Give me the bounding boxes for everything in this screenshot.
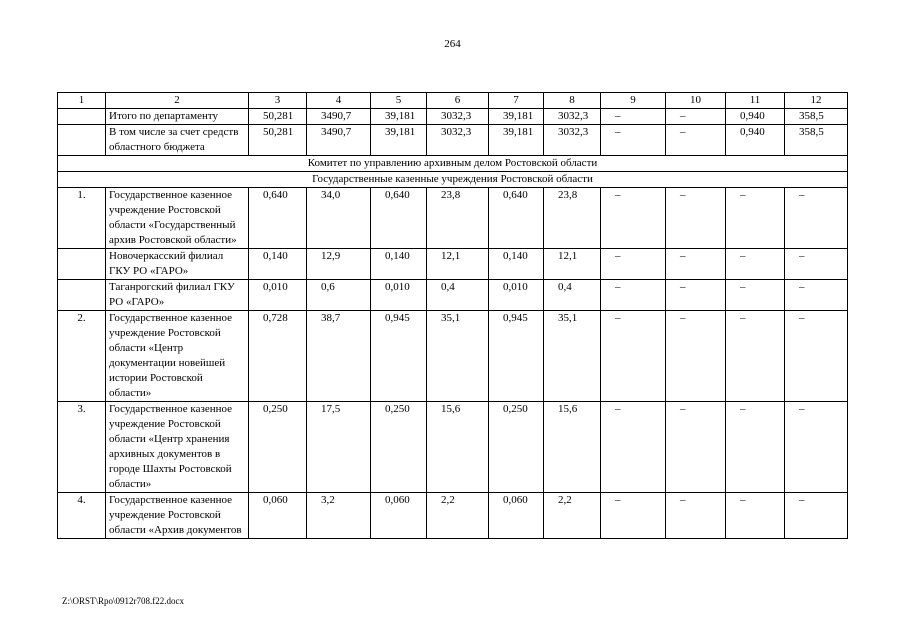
- column-number-cell: 4: [307, 93, 371, 109]
- value-cell: 2,2: [544, 493, 601, 539]
- section-title-row: [58, 156, 848, 172]
- row-number-cell: [58, 280, 106, 311]
- value-cell: 0,4: [544, 280, 601, 311]
- table-row: [58, 493, 848, 539]
- table-body: [58, 93, 848, 539]
- value-cell: 0,250: [489, 402, 544, 493]
- data-table: [57, 92, 848, 539]
- value-cell: –: [726, 188, 785, 249]
- row-number-cell: 1.: [58, 188, 106, 249]
- row-number-cell: [58, 109, 106, 125]
- value-cell: 0,010: [371, 280, 427, 311]
- value-cell: 358,5: [785, 125, 848, 156]
- value-cell: –: [601, 109, 666, 125]
- column-number-cell: 3: [249, 93, 307, 109]
- value-cell: 3032,3: [544, 125, 601, 156]
- table-row: [58, 402, 848, 493]
- value-cell: 12,9: [307, 249, 371, 280]
- value-cell: 50,281: [249, 125, 307, 156]
- value-cell: –: [726, 493, 785, 539]
- value-cell: 17,5: [307, 402, 371, 493]
- column-number-cell: 5: [371, 93, 427, 109]
- value-cell: –: [601, 402, 666, 493]
- value-cell: 358,5: [785, 109, 848, 125]
- value-cell: 2,2: [427, 493, 489, 539]
- column-number-cell: 11: [726, 93, 785, 109]
- column-number-cell: 2: [106, 93, 249, 109]
- value-cell: –: [666, 125, 726, 156]
- value-cell: –: [785, 493, 848, 539]
- value-cell: –: [601, 311, 666, 402]
- value-cell: –: [666, 402, 726, 493]
- value-cell: 0,010: [249, 280, 307, 311]
- value-cell: 0,250: [249, 402, 307, 493]
- value-cell: 39,181: [489, 125, 544, 156]
- value-cell: –: [666, 280, 726, 311]
- value-cell: –: [601, 249, 666, 280]
- institution-name-cell: Государственное казенное учреждение Ростовской области «Архив документов: [106, 493, 249, 539]
- value-cell: 0,140: [371, 249, 427, 280]
- table-row: [58, 311, 848, 402]
- section-title-row-cell: Комитет по управлению архивным делом Ростовской области: [58, 156, 848, 172]
- value-cell: 3490,7: [307, 109, 371, 125]
- value-cell: 39,181: [371, 125, 427, 156]
- institution-name-cell: Государственное казенное учреждение Ростовской области «Государственный архив Ростовской области»: [106, 188, 249, 249]
- value-cell: –: [785, 249, 848, 280]
- value-cell: 0,140: [249, 249, 307, 280]
- value-cell: –: [666, 311, 726, 402]
- value-cell: 3032,3: [427, 125, 489, 156]
- value-cell: –: [601, 493, 666, 539]
- value-cell: –: [666, 188, 726, 249]
- row-number-cell: 3.: [58, 402, 106, 493]
- value-cell: –: [726, 402, 785, 493]
- value-cell: 0,6: [307, 280, 371, 311]
- value-cell: 0,140: [489, 249, 544, 280]
- value-cell: –: [785, 188, 848, 249]
- value-cell: –: [726, 311, 785, 402]
- column-number-cell: 7: [489, 93, 544, 109]
- value-cell: 0,940: [726, 125, 785, 156]
- value-cell: 0,640: [371, 188, 427, 249]
- value-cell: 0,728: [249, 311, 307, 402]
- value-cell: 3032,3: [544, 109, 601, 125]
- row-number-cell: [58, 249, 106, 280]
- value-cell: –: [601, 280, 666, 311]
- value-cell: –: [785, 280, 848, 311]
- value-cell: 35,1: [427, 311, 489, 402]
- value-cell: 12,1: [544, 249, 601, 280]
- row-number-cell: 4.: [58, 493, 106, 539]
- value-cell: 3490,7: [307, 125, 371, 156]
- value-cell: 12,1: [427, 249, 489, 280]
- value-cell: –: [601, 125, 666, 156]
- table-row: [58, 188, 848, 249]
- value-cell: –: [666, 249, 726, 280]
- value-cell: 38,7: [307, 311, 371, 402]
- value-cell: 0,4: [427, 280, 489, 311]
- value-cell: 3,2: [307, 493, 371, 539]
- value-cell: 39,181: [371, 109, 427, 125]
- column-number-cell: 10: [666, 93, 726, 109]
- value-cell: –: [785, 402, 848, 493]
- value-cell: 15,6: [544, 402, 601, 493]
- column-number-cell: 8: [544, 93, 601, 109]
- table-row: [58, 125, 848, 156]
- value-cell: 0,945: [371, 311, 427, 402]
- value-cell: –: [726, 249, 785, 280]
- value-cell: 15,6: [427, 402, 489, 493]
- value-cell: 0,060: [489, 493, 544, 539]
- value-cell: 0,640: [249, 188, 307, 249]
- institution-name-cell: Государственное казенное учреждение Ростовской области «Центр хранения архивных документов в городе Шахты Ростовской области»: [106, 402, 249, 493]
- table-row: [58, 109, 848, 125]
- value-cell: 23,8: [427, 188, 489, 249]
- institution-name-cell: Новочеркасский филиал ГКУ РО «ГАРО»: [106, 249, 249, 280]
- value-cell: 35,1: [544, 311, 601, 402]
- institution-name-cell: Итого по департаменту: [106, 109, 249, 125]
- value-cell: 0,010: [489, 280, 544, 311]
- value-cell: 23,8: [544, 188, 601, 249]
- file-path-footer: Z:\ORST\Rpo\0912r708.f22.docx: [62, 596, 184, 606]
- column-number-cell: 9: [601, 93, 666, 109]
- value-cell: –: [666, 109, 726, 125]
- column-number-cell: 12: [785, 93, 848, 109]
- value-cell: 0,640: [489, 188, 544, 249]
- value-cell: –: [601, 188, 666, 249]
- page-number: 264: [444, 38, 461, 50]
- table-row: [58, 249, 848, 280]
- subsection-title-row: [58, 172, 848, 188]
- column-number-cell: 1: [58, 93, 106, 109]
- value-cell: 50,281: [249, 109, 307, 125]
- value-cell: 0,945: [489, 311, 544, 402]
- value-cell: 0,060: [371, 493, 427, 539]
- subsection-title-row-cell: Государственные казенные учреждения Ростовской области: [58, 172, 848, 188]
- institution-name-cell: В том числе за счет средств областного бюджета: [106, 125, 249, 156]
- institution-name-cell: Таганрогский филиал ГКУ РО «ГАРО»: [106, 280, 249, 311]
- value-cell: 0,250: [371, 402, 427, 493]
- row-number-cell: 2.: [58, 311, 106, 402]
- value-cell: 0,940: [726, 109, 785, 125]
- value-cell: 3032,3: [427, 109, 489, 125]
- value-cell: –: [785, 311, 848, 402]
- value-cell: –: [726, 280, 785, 311]
- value-cell: 0,060: [249, 493, 307, 539]
- value-cell: 39,181: [489, 109, 544, 125]
- value-cell: 34,0: [307, 188, 371, 249]
- institution-name-cell: Государственное казенное учреждение Ростовской области «Центр документации новейшей истории Ростовской области»: [106, 311, 249, 402]
- column-number-cell: 6: [427, 93, 489, 109]
- table-row: [58, 280, 848, 311]
- row-number-cell: [58, 125, 106, 156]
- value-cell: –: [666, 493, 726, 539]
- column-number-row: [58, 93, 848, 109]
